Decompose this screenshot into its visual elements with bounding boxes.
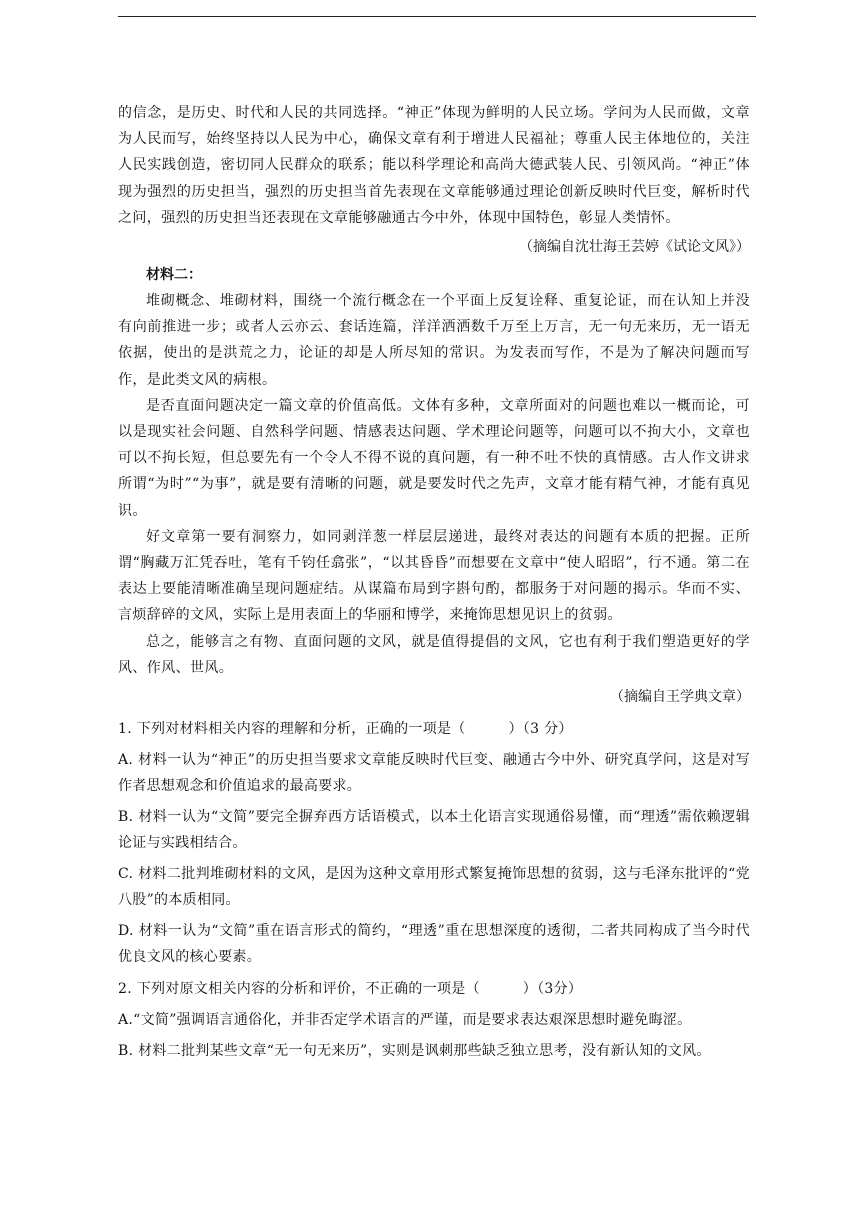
question-2-stem: 2. 下列对原文相关内容的分析和评价，不正确的一项是（ ）（3分）	[118, 981, 583, 998]
material2-paragraph-2: 是否直面问题决定一篇文章的价值高低。文体有多种，文章所面对的问题也难以一概而论，可以是现实社会问题、自然科学问题、情感表达问题、学术理论问题等，问题可以不拘大小，文章也可以不拘长短，但总要先有一个令人不得不说的真问题，有一种不吐不快的真情感。古人作文讲求所谓“为时”“为事”，就是要有清晰的问题，就是要发时代之先声，文章才能有精气神，才能有真见识。	[118, 397, 750, 519]
question-2-option-a: A.“文简”强调语言通俗化，并非否定学术语言的严谨，而是要求表达艰深思想时避免晦涩。	[118, 1012, 692, 1029]
material1-source: （摘编自沈壮海王芸婷《试论文风》）	[519, 239, 750, 256]
material2-paragraph-1: 堆砌概念、堆砌材料，围绕一个流行概念在一个平面上反复诠释、重复论证，而在认知上并没有向前推进一步；或者人云亦云、套话连篇，洋洋洒洒数千万至上万言，无一句无来历，无一语无依据，使出的是洪荒之力，论证的却是人所尽知的常识。为发表而写作，不是为了解决问题而写作，是此类文风的病根。	[118, 293, 750, 388]
question-1-option-a: A. 材料一认为“神正”的历史担当要求文章能反映时代巨变、融通古今中外、研究真学问，这是对写作者思想观念和价值追求的最高要求。	[118, 752, 750, 795]
question-2-option-b: B. 材料二批判某些文章“无一句无来历”，实则是讽刺那些缺乏独立思考，没有新认知的文风。	[118, 1043, 711, 1060]
material2-heading: 材料二：	[146, 267, 202, 284]
material2-source: （摘编自王学典文章）	[610, 689, 750, 706]
material1-tail-paragraph: 的信念，是历史、时代和人民的共同选择。“神正”体现为鲜明的人民立场。学问为人民而做，文章为人民而写，始终坚持以人民为中心，确保文章有利于增进人民福祉；尊重人民主体地位的，关注人民实践创造，密切同人民群众的联系；能以科学理论和高尚大德武装人民、引领风尚。“神正”体现为强烈的历史担当，强烈的历史担当首先表现在文章能够通过理论创新反映时代巨变，解析时代之问，强烈的历史担当还表现在文章能够融通古今中外，体现中国特色，彰显人类情怀。	[118, 105, 750, 226]
question-1-option-d: D. 材料一认为“文简”重在语言形式的简约，“理透”重在思想深度的透彻，二者共同构成了当今时代优良文风的核心要素。	[118, 923, 750, 966]
question-1-option-b: B. 材料一认为“文简”要完全摒弃西方话语模式，以本土化语言实现通俗易懂，而“理透”需依赖逻辑论证与实践相结合。	[118, 809, 750, 852]
material2-paragraph-3: 好文章第一要有洞察力，如同剥洋葱一样层层递进，最终对表达的问题有本质的把握。正所谓“胸藏万汇凭吞吐，笔有千钧任翕张”，“以其昏昏”而想要在文章中“使人昭昭”，行不通。第二在表达上要能清晰准确呈现问题症结。从谋篇布局到字斟句酌，都服务于对问题的揭示。华而不实、言烦辞碎的文风，实际上是用表面上的华丽和博学，来掩饰思想见识上的贫弱。	[118, 528, 750, 624]
document-page	[118, 100, 750, 1064]
question-1-option-c: C. 材料二批判堆砌材料的文风，是因为这种文章用形式繁复掩饰思想的贫弱，这与毛泽东批评的“党八股”的本质相同。	[118, 866, 750, 909]
material2-paragraph-4: 总之，能够言之有物、直面问题的文风，就是值得提倡的文风，它也有利于我们塑造更好的学风、作风、世风。	[118, 633, 750, 676]
question-1-stem: 1. 下列对材料相关内容的理解和分析，正确的一项是（ ）（3 分）	[118, 721, 573, 738]
header-rule	[118, 16, 756, 17]
